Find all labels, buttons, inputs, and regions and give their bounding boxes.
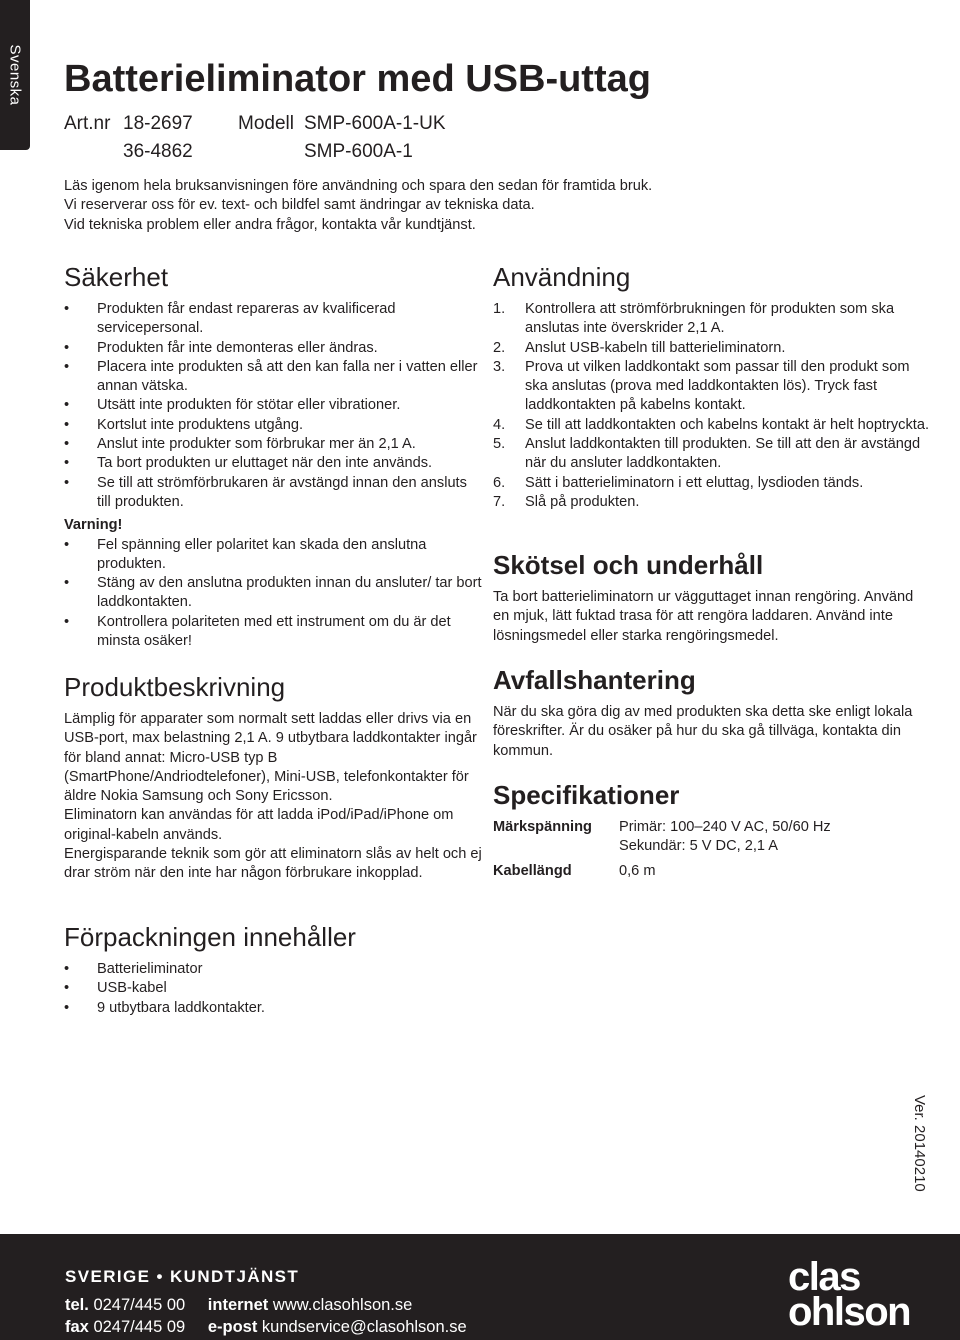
list-item: • 9 utbytbara laddkontakter. xyxy=(64,999,484,1018)
spec-value-line: Sekundär: 5 V DC, 2,1 A xyxy=(619,838,778,855)
page-title: Batterieliminator med USB-uttag xyxy=(64,58,651,100)
tel-label: tel. xyxy=(65,1296,89,1314)
step-text: Slå på produkten. xyxy=(525,493,640,510)
tel-number: 0247/445 00 xyxy=(93,1296,186,1314)
list-item xyxy=(493,339,933,358)
usage-section xyxy=(493,262,933,512)
safety-section xyxy=(64,262,484,651)
list-item xyxy=(493,493,933,512)
article-number: 36-4862 xyxy=(123,141,193,162)
list-item xyxy=(493,416,933,435)
care-heading: Skötsel och underhåll xyxy=(493,550,764,580)
email-label: e-post xyxy=(207,1318,258,1336)
spec-value xyxy=(619,862,656,881)
list-item: • Utsätt inte produkten för stötar eller vibrationer. xyxy=(64,396,484,415)
intro-text xyxy=(64,177,652,235)
waste-section xyxy=(493,665,933,761)
step-number: 7. xyxy=(493,493,506,510)
package-section xyxy=(64,922,484,1018)
list-item: • Se till att strömförbrukaren är avstängd innan den ansluts till produkten. xyxy=(64,474,484,513)
intro-line: Läs igenom hela bruksanvisningen före användning och spara den sedan för framtida bruk. xyxy=(64,178,653,194)
article-row xyxy=(64,110,484,138)
spec-value-line: 0,6 m xyxy=(619,862,656,879)
list-item: • Stäng av den anslutna produkten innan du ansluter/ tar bort laddkontakten. xyxy=(64,574,484,613)
specs-section xyxy=(493,780,933,881)
step-text: Prova ut vilken laddkontakt som passar till den produkt som ska anslutas (prova med laddkontakten lös). Tryck fast laddkontakten på kabelns kontakt. xyxy=(525,358,910,414)
article-row xyxy=(64,138,484,166)
spec-label: Kabellängd xyxy=(493,862,572,879)
package-heading: Förpackningen innehåller xyxy=(64,922,356,952)
list-item xyxy=(493,300,933,339)
step-text: Se till att laddkontakten och kabelns kontakt är helt hoptryckta. xyxy=(525,416,929,433)
list-item: • Batterieliminator xyxy=(64,960,484,979)
footer-contact-line xyxy=(65,1318,467,1337)
description-paragraph: Lämplig för apparater som normalt sett laddas eller drivs via en USB-port, max belastning 2,1 A. 9 utbytbara laddkontakter ingår för bland annat: Micro-USB typ B (SmartPhone/Andriodtelefoner), Mini-USB, telefonkontakter för äldre Nokia Samsung och Sony Ericsson. xyxy=(64,711,477,805)
step-number: 1. xyxy=(493,301,506,317)
language-tab xyxy=(0,0,30,150)
version-label: Ver. 20140210 xyxy=(911,1095,928,1192)
step-text: Anslut laddkontakten till produkten. Se till att den är avstängd när du ansluter laddkontakten. xyxy=(525,436,921,472)
list-item: • USB-kabel xyxy=(64,979,484,998)
description-heading: Produktbeskrivning xyxy=(64,672,286,702)
step-number: 2. xyxy=(493,339,506,356)
logo-line: ohlson xyxy=(788,1290,911,1334)
list-item: • Produkten får inte demonteras eller ändras. xyxy=(64,339,484,358)
package-list xyxy=(64,960,484,1018)
list-item xyxy=(493,435,933,474)
specs-heading: Specifikationer xyxy=(493,780,680,810)
spec-row xyxy=(493,818,933,857)
article-number: 18-2697 xyxy=(123,113,193,134)
intro-line: Vid tekniska problem eller andra frågor, kontakta vår kundtjänst. xyxy=(64,216,476,233)
usage-steps xyxy=(493,300,933,512)
list-item: • Anslut inte produkter som förbrukar mer än 2,1 A. xyxy=(64,435,484,454)
list-item: • Kortslut inte produktens utgång. xyxy=(64,416,484,435)
list-item: • Kontrollera polariteten med ett instrument om du är det minsta osäker! xyxy=(64,613,484,652)
care-section xyxy=(493,550,933,646)
article-label: Art.nr xyxy=(64,113,111,134)
footer xyxy=(0,1234,960,1340)
safety-list xyxy=(64,300,484,512)
spec-label: Märkspänning xyxy=(493,819,592,835)
footer-title: SVERIGE • KUNDTJÄNST xyxy=(65,1267,300,1286)
description-paragraph: Energisparande teknik som gör att eliminatorn slås av helt och ej drar ström när den inte har någon förbrukare inkopplad. xyxy=(64,846,482,882)
brand-logo xyxy=(788,1255,911,1334)
waste-heading: Avfallshantering xyxy=(493,665,696,695)
description-section xyxy=(64,672,484,884)
intro-line: Vi reserverar oss för ev. text- och bildfel samt ändringar av tekniska data. xyxy=(64,197,535,214)
waste-text: När du ska göra dig av med produkten ska detta ske enligt lokala föreskrifter. Är du osäker på hur du ska gå tillväga, kontakta din kommun. xyxy=(493,704,913,759)
step-text: Kontrollera att strömförbrukningen för produkten som ska anslutas inte överskrider 2,1 A. xyxy=(525,301,895,337)
fax-number: 0247/445 09 xyxy=(93,1318,186,1336)
footer-contact-line xyxy=(65,1296,412,1315)
website-link[interactable]: www.clasohlson.se xyxy=(272,1296,413,1314)
article-numbers xyxy=(64,110,484,166)
usage-heading: Användning xyxy=(493,262,631,292)
step-text: Sätt i batterieliminatorn i ett eluttag, lysdioden tänds. xyxy=(525,474,864,491)
step-text: Anslut USB-kabeln till batterieliminatorn. xyxy=(525,339,786,356)
model-label: Modell xyxy=(238,113,294,134)
care-text: Ta bort batterieliminatorn ur vägguttaget innan rengöring. Använd en mjuk, lätt fuktad trasa för att rengöra laddaren. Använd inte lösningsmedel eller starka rengöringsmedel. xyxy=(493,589,914,644)
internet-label: internet xyxy=(207,1296,269,1314)
safety-heading: Säkerhet xyxy=(64,262,169,292)
step-number: 3. xyxy=(493,358,506,375)
logo-line: clas xyxy=(788,1255,860,1299)
list-item: • Fel spänning eller polaritet kan skada den anslutna produkten. xyxy=(64,536,484,575)
spec-value-line: Primär: 100–240 V AC, 50/60 Hz xyxy=(619,819,831,835)
step-number: 5. xyxy=(493,436,506,453)
list-item: • Produkten får endast repareras av kvalificerad servicepersonal. xyxy=(64,300,484,339)
spec-value xyxy=(619,818,831,857)
warning-list xyxy=(64,536,484,652)
language-label: Svenska xyxy=(6,44,24,106)
model-number: SMP-600A-1-UK xyxy=(304,113,446,134)
list-item: • Ta bort produkten ur eluttaget när den inte används. xyxy=(64,454,484,473)
spec-row xyxy=(493,862,933,881)
list-item xyxy=(493,358,933,416)
list-item: • Placera inte produkten så att den kan falla ner i vatten eller annan vätska. xyxy=(64,358,484,397)
step-number: 6. xyxy=(493,474,506,491)
description-paragraph: Eliminatorn kan användas för att ladda iPod/iPad/iPhone om original-kabeln används. xyxy=(64,807,454,843)
fax-label: fax xyxy=(65,1318,89,1336)
email-link[interactable]: kundservice@clasohlson.se xyxy=(261,1318,467,1336)
step-number: 4. xyxy=(493,416,506,433)
warning-label: Varning! xyxy=(64,517,123,534)
model-number: SMP-600A-1 xyxy=(304,141,413,162)
list-item xyxy=(493,474,933,493)
